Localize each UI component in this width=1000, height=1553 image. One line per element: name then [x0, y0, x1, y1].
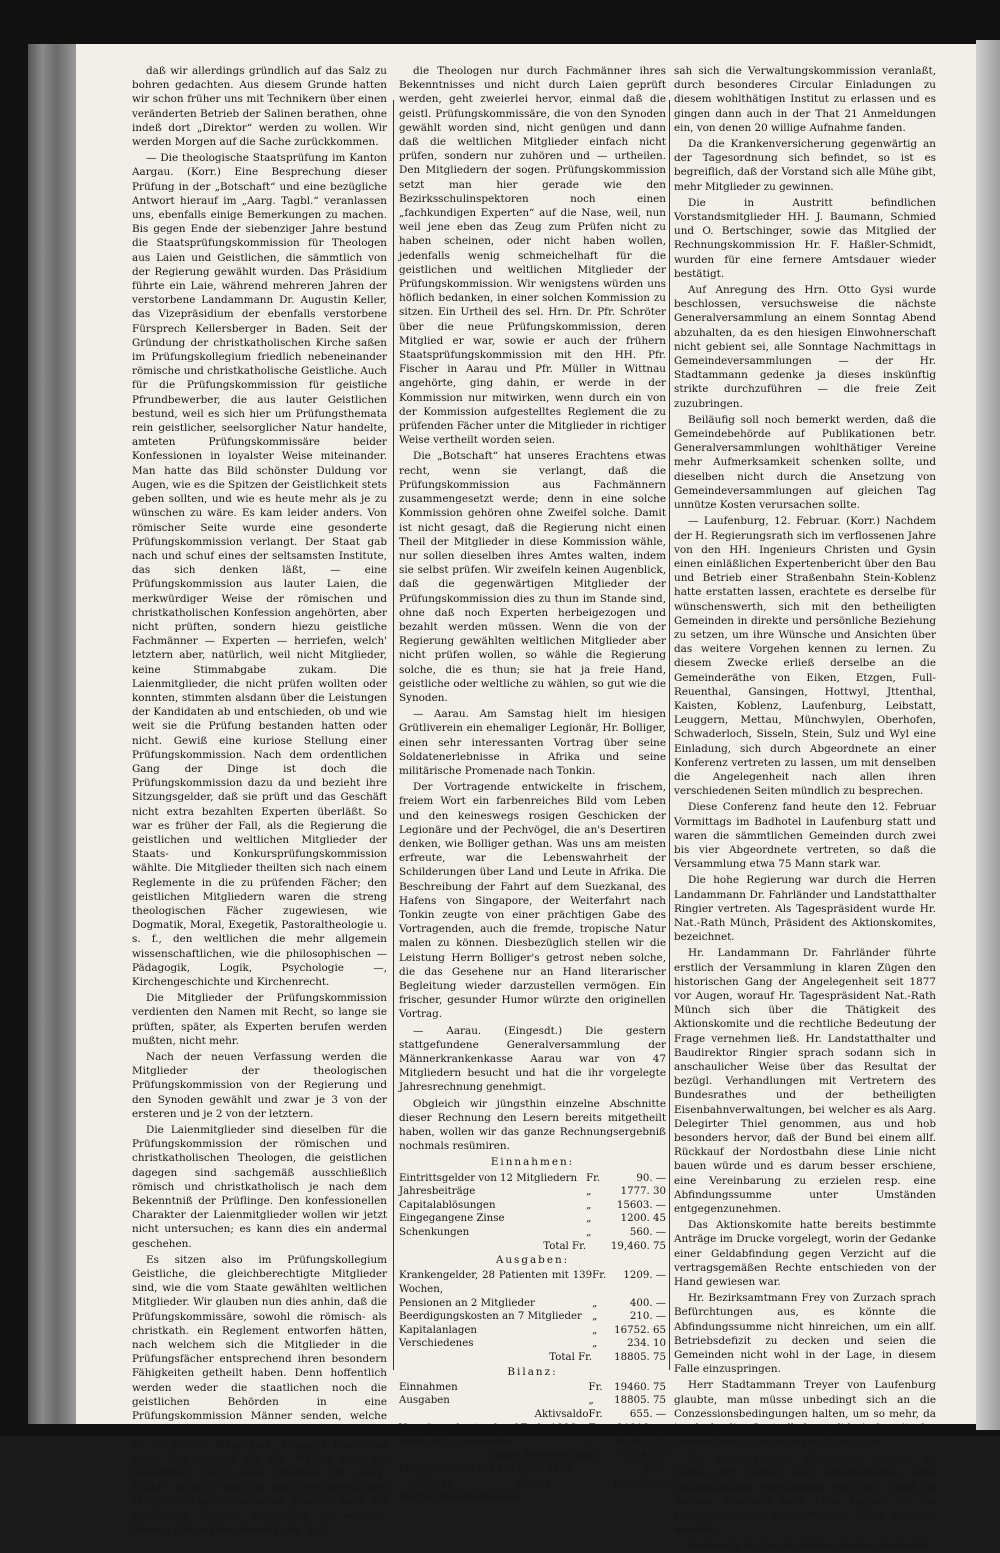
table-row: Kapitalanlagen „ 16752. 65: [399, 1324, 666, 1336]
accounts-heading-balance: Bilanz:: [507, 1365, 558, 1378]
table-row: Jahresbeiträge „ 1777. 30: [399, 1186, 666, 1198]
paragraph: die Theologen nur durch Fachmänner ihres Bekenntnisses und nicht durch Laien geprüft werden, geht zweierlei hervor, einmal daß die geistl. Prüfungskommissäre, die von den Synoden gewählt worden sind, nicht genügen und dann daß die weltlichen Mitglieder einfach nicht prüfen, sondern nur zuhören und — urtheilen. Den Mitgliedern der sogen. Prüfungskommission setzt man hier gerade wie den Bezirksschulinspektoren noch einen „fachkundigen Experten“ auf die Nase, weil, nun weil jene eben das Zeug zum Prüfen nicht zu haben scheinen, oder nicht haben wollen, jedenfalls wenig schmeichelhaft für die geistlichen und weltlichen Mitglieder der Prüfungskommission. Wir wenigstens würden uns höflich bedanken, in einer solchen Kommission zu sitzen. Ein Urtheil des sel. Hrn. Dr. Pfr. Schröter über die neue Prüfungskommission, deren Mitglied er war, sowie er auch der frühern Staatsprüfungskommission mit den HH. Pfr. Fischer in Aarau und Pfr. Müller in Wittnau angehörte, ging dahin, er werde in der Kommission nur mitwirken, wenn durch ein von der Kommission aufgestelltes Reglement die zu prüfenden Fächer unter die Mitglieder in richtiger Weise vertheilt worden seien.: [399, 65, 666, 447]
paragraph: Die Laienmitglieder sind dieselben für die Prüfungskommission der römischen und christkatholischen Theologen, die geistlichen dagegen sind sachgemäß ausschließlich römisch und christkatholisch je nach dem Bekenntniß der Prüflinge. Den konfessionellen Charakter der Laienmitglieder wollen wir jetzt nicht untersuchen; es kann dies ein andermal geschehen.: [132, 1124, 387, 1250]
paragraph: Die Mitglieder der Prüfungskommission verdienten den Namen mit Recht, so lange sie prüften, später, als Experten berufen werden mußten, nicht mehr.: [132, 992, 387, 1047]
paragraph: Herr Stadtammann Treyer von Laufenburg glaubte, man müsse unbedingt sich an die Conzessionsbedingungen halten, um so mehr, da ja doch die Centralbahn solidarisch mit der Nordostbahn zum Baue verpflichtet sei.: [674, 1379, 936, 1449]
table-row: Capitalablösungen „ 15603. —: [399, 1199, 666, 1211]
table-row: Mitgliederbestand auf Ende 1886 220.: [399, 1463, 666, 1475]
column-2: [399, 64, 666, 1504]
paragraph: Hr. Landammann Dr. Fahrländer führte erstlich der Versammlung in klaren Zügen den historischen Gang der Angelegenheit seit 1877 vor Augen, worauf Hr. Tagespräsident Nat.-Rath Münch sich über die Thätigkeit des Aktionskomite und die rechtliche Bedeutung der Frage vernehmen ließ. Hr. Landstatthalter und Baudirektor Ringier sprach sodann sich in anschaulicher Weise über das Resultat der bezügl. Verhandlungen mit Vertretern des Bundesrathes und der betheiligten Eisenbahnverwaltungen, bei welcher es als Aarg. Delegirter Thiel genommen, aus und hob besonders hervor, daß der Bund bei einem allf. Rückkauf der Nordostbahn diese Linie nicht bauen würde und es darum besser erschiene, eine Vereinbarung zu erzielen resp. eine Abfindungssumme unter Umständen entgegenzunehmen.: [674, 947, 936, 1216]
table-total-row: Total Fr. 18805. 75: [549, 1351, 666, 1363]
paragraph: — Aarau. Am Samstag hielt im hiesigen Grütliverein ein ehemaliger Legionär, Hr. Bolliger, einen sehr interessanten Vortrag über seine Soldatenerlebnisse in Afrika und seine militärische Promenade nach Tonkin.: [399, 708, 666, 777]
column-divider: [669, 100, 670, 1370]
balance-table: [399, 1381, 666, 1476]
column-divider: [393, 100, 394, 1370]
paragraph: Diese Conferenz fand heute den 12. Februar Vormittags im Badhotel in Laufenburg statt und waren die sämmtlichen Gemeinden durch zwei bis vier Abgeordnete vertreten, so daß die Versammlung etwa 75 Mann stark war.: [674, 801, 936, 871]
table-row: Einnahmen Fr. 19460. 75: [399, 1381, 666, 1393]
paragraph: Es sitzen also im Prüfungskollegium Geistliche, die gleichberechtigte Mitglieder sind, wie die vom Staate gewählten weltlichen Mitglieder. Wir glauben nun dies anhin, daß die Prüfungskommissäre, sowohl die römisch- als christkath. ein Reglement entworfen hätten, nach welchem sich die Mitglieder in die Prüfungsfächer entsprechend ihren besondern Fähigkeiten getheilt haben. Denn hoffentlich werden weder die staatlichen noch die geistlichen Behörden in eine Prüfungskommission Männer senden, welche ihres Amtes nicht voll und ganz zu walten, das ist zu prüfen fähig sind. Unseres Erachtens wäre dies traurig für die Wähler und die Gewählten. Nach einer Meldung im „Aarg. Tagbl.“ scheint aber zu den zwei geistlichen Mitgliedern der Kommission jeweilen noch ein geistlicher Experte zugezogen zu werden. Daraus und aus der Bemerkung, daß: [132, 1253, 387, 1536]
table-row: Somit Vermehrung Fr. 1134. 95: [491, 1449, 666, 1461]
paragraph: Nochmals legten die beiden Herren Vertreter: [688, 1539, 929, 1552]
paragraph: Zufolge dieses günstigen Rechnungsabschlusses: [399, 1476, 666, 1504]
income-table: [399, 1172, 666, 1254]
paragraph: sah sich die Verwaltungskommission veranlaßt, durch besonderes Circular Einladungen zu diesem wohlthätigen Institut zu erlassen und es gingen dann auch in der That 21 Anmeldungen ein, von denen 20 willige Aufnahme fanden.: [674, 65, 936, 134]
table-row: Eintrittsgelder von 12 Mitgliedern Fr. 90. —: [399, 1172, 666, 1184]
paragraph: Die in Austritt befindlichen Vorstandsmitglieder HH. J. Baumann, Schmied und O. Bertschinger, sowie das Mitglied der Rechnungskommission Hr. F. Haßler-Schmidt, wurden für eine fernere Amtsdauer wieder bestätigt.: [674, 196, 936, 280]
accounts-heading-income: Einnahmen:: [490, 1156, 575, 1169]
table-row: Krankengelder, 28 Patienten mit 139 Wochen, Fr. 1209. —: [399, 1270, 666, 1295]
paragraph: Das Aktionskomite hatte bereits bestimmte Anträge im Drucke vorgelegt, worin der Gedanke einer Geldabfindung gegen Verzicht auf die vertragsgemäßen Rechte entschieden von der Hand gewiesen war.: [674, 1219, 936, 1289]
paragraph: Auf Anregung des Hrn. Otto Gysi wurde beschlossen, versuchsweise die nächste Generalversammlung an einem Sonntag Abend abzuhalten, da es den hiesigen Einwohnerschaft nicht gebient sei, alle Sonntage Nachmittags in Gemeindeversammlungen — der Hr. Stadtammann gedenke ja dieses inskünftig strikte durchzuführen — die freie Zeit zuzubringen.: [674, 284, 936, 410]
paragraph: — Aarau. (Eingesdt.) Die gestern stattgefundene Generalversammlung der Männerkrankenkasse Aarau war von 47 Mitgliedern besucht und hat die ihr vorgelegte Jahresrechnung genehmigt.: [399, 1024, 666, 1094]
paragraph: daß wir allerdings gründlich auf das Salz zu bohren gedachten. Aus diesem Grunde hatten wir schon früher uns mit Technikern über einen veränderten Betrieb der Salinen berathen, ohne indeß dort „Direktor“ werden zu wollen. Wir werden Morgen auf die Sache zurückkommen.: [132, 65, 387, 149]
table-row: Verschiedenes „ 234. 10: [399, 1338, 666, 1350]
book-binding-edge: [28, 44, 76, 1424]
table-row: Schenkungen „ 560. —: [399, 1227, 666, 1239]
paragraph: — Laufenburg, 12. Februar. (Korr.) Nachdem der H. Regierungsrath sich im verflossenen Jahre von den HH. Ingenieurs Christen und Gysin einen einläßlichen Expertenbericht über den Bau und Betrieb einer Straßenbahn Stein-Koblenz hatte erstatten lassen, erachtete es derselbe für wünschenswerth, sich mit den betheiligten Gemeinden in direkte und persönliche Beziehung zu setzen, um ihre Wünsche und Ansichten über das weitere Vorgehen kennen zu lernen. Zu diesem Zwecke erließ derselbe an die Gemeinderäthe von Eiken, Etzgen, Full-Reuenthal, Gansingen, Hottwyl, Jttenthal, Kaisten, Koblenz, Laufenburg, Leibstatt, Leuggern, Mettau, Münchwylen, Oberhofen, Schwaderloch, Sisseln, Stein, Sulz und Wyl eine Einladung, sich durch Abgeordnete an einer Konferenz vertreten zu lassen, um mit denselben die Angelegenheit nach allen ihren verschiedenen Seiten mündlich zu besprechen.: [674, 515, 936, 798]
table-total-row: Total Fr. 19,460. 75: [543, 1240, 666, 1252]
column-1: [132, 64, 387, 1536]
accounts-heading-expenses: Ausgaben:: [495, 1254, 570, 1267]
paragraph: Die hohe Regierung war durch die Herren Landammann Dr. Fahrländer und Landstatthalter Ringier vertreten. Als Tagespräsident wurde Hr. Nat.-Rath Münch, Präsident des Aktionskomites, bezeichnet.: [674, 874, 936, 944]
right-page-edge: [976, 40, 1000, 1430]
table-row: Beerdigungskosten an 7 Mitglieder „ 210. —: [399, 1311, 666, 1323]
paragraph: Beiläufig soll noch bemerkt werden, daß die Gemeindebehörde auf Publikationen betr. Generalversammlungen wohlthätiger Vereine mehr Aufmerksamkeit schenken sollte, und dieselben nicht durch die Ansetzung von Gemeindeversammlungen auf gleichen Tag unnütze Kosten verursachen sollte.: [674, 413, 936, 512]
paragraph: Hr. Kreisingenieur Bruggisser meinte, es könne der Antrag des Aktionskomite, eine Geldabfindung entschieden von der Hand zu weisen, eventuell auch ohne Gefahr für die Landesinteressen moderirt, resp. fallen gelassen werden.: [674, 1452, 936, 1536]
paragraph: Die „Botschaft“ hat unseres Erachtens etwas recht, wenn sie verlangt, daß die Prüfungskommission aus Fachmännern zusammengesetzt werde; denn in eine solche Kommission gehören ohne Zweifel solche. Damit ist nicht gesagt, daß die Regierung nicht einen Theil der Mitglieder in diese Kommission wähle, nur sollen dieselben ihres Amtes walten, indem sie selbst prüfen. Wir zweifeln keinen Augenblick, daß die gegenwärtigen Mitglieder der Prüfungskommission dies zu thun im Stande sind, ohne daß noch Experten herbeigezogen und bezahlt werden müssen. Wenn die von der Regierung gewählten weltlichen Mitglieder aber nicht prüfen wollen, so wähle die Regierung solche, die es thun; sie hat ja freie Hand, geistliche oder weltliche zu wählen, so gut wie die Synoden.: [399, 450, 666, 704]
paragraph: Hr. Bezirksamtmann Frey von Zurzach sprach Befürchtungen aus, es könnte die Abfindungssumme nicht hinreichen, um ein allf. Betriebsdefizit zu decken und seien die Gemeinden nicht wohl in der Lage, in diesem Falle einzuspringen.: [674, 1292, 936, 1376]
table-row: Pensionen an 2 Mitglieder „ 400. —: [399, 1297, 666, 1309]
table-row: Eingegangene Zinse „ 1200. 45: [399, 1213, 666, 1225]
table-row: 1885 betrug dasselbe „ 20783. 05: [399, 1436, 666, 1448]
paragraph: — Die theologische Staatsprüfung im Kanton Aargau. (Korr.) Eine Besprechung dieser Prüfung in der „Botschaft“ und eine bezügliche Antwort hierauf im „Aarg. Tagbl.“ veranlassen uns, ebenfalls einige Bemerkungen zu machen. Bis gegen Ende der siebenziger Jahre bestund die Staatsprüfungskommission für Theologen aus Laien und Geistlichen, die sämmtlich von der Regierung gewählt wurden. Das Präsidium führte ein Laie, während mehreren Jahren der verstorbene Landammann Dr. Augustin Keller, das Vizepräsidium der ebenfalls verstorbene Fürsprech Kellersberger in Baden. Seit der Gründung der christkatholischen Kirche saßen im Prüfungskollegium friedlich nebeneinander römische und christkatholische Geistliche. Auch für die Prüfungskommission für geistliche Pfrundbewerber, die aus lauter Geistlichen bestund, weil es sich hier um Prüfungsthemata rein geistlicher, seelsorglicher Natur handelte, amteten Prüfungskommissäre beider Konfessionen in loyalster Weise miteinander. Man hatte das Bild schönster Duldung vor Augen, wie es die Spitzen der Geistlichkeit stets geben sollten, und wie es heute mehr als je zu wünschen zu wäre. Es kam leider anders. Von römischer Seite wurde eine gesonderte Prüfungskommission verlangt. Der Staat gab nach und schuf eines der seltsamsten Institute, das sich denken läßt, — eine Prüfungskommission aus lauter Laien, die merkwürdiger Weise der römischen und christkatholischen Konfession angehörten, aber nicht prüften, sondern hiezu geistliche Fachmänner — Experten — herriefen, welch' letztern aber, natürlich, weil nicht Mitglieder, keine Stimmabgabe zukam. Die Laienmitglieder, die nicht prüfen wollten oder konnten, stimmten alsdann über die Leistungen der Kandidaten ab und entschieden, ob und wie weit sie die Prüfung bestanden hatten oder nicht. Gewiß eine kuriose Stellung einer Prüfungskommission. Nach dem ordentlichen Gang der Dinge ist doch die Prüfungskommission dazu da und bezieht ihre Sitzungsgelder, daß sie prüft und das Geschäft nicht extra bezahlten Experten überläßt. So war es früher der Fall, als die Regierung die geistlichen und weltlichen Mitglieder der Staats- und Konkursprüfungskommission wählte. Die Mitglieder theilten sich nach einem Reglemente in die zu prüfenden Fächer; den geistlichen Mitgliedern waren die streng theologischen Fächer zugewiesen, wie Dogmatik, Moral, Exegetik, Pastoraltheologie u. s. f., den weltlichen die mehr allgemein wissenschaftlichen, wie die philosophischen — Pädagogik, Logik, Psychologie —, Kirchengeschichte und Kirchenrecht.: [132, 152, 387, 988]
column-3: [674, 64, 936, 1552]
paragraph: Obgleich wir jüngsthin einzelne Abschnitte dieser Rechnung den Lesern bereits mitgetheilt haben, wollen wir das ganze Rechnungsergebniß nochmals resümiren.: [399, 1097, 666, 1153]
table-row: Vermögensbestand auf Ende 1886 Fr. 21918. —: [399, 1422, 666, 1434]
expenses-table: [399, 1269, 666, 1364]
table-row: Aktivsaldo Fr. 655. —: [534, 1408, 666, 1420]
paragraph: Da die Krankenversicherung gegenwärtig an der Tagesordnung sich befindet, so ist es begreiflich, daß der Vorstand sich alle Mühe gibt, mehr Mitglieder zu gewinnen.: [674, 138, 936, 193]
paragraph: Der Vortragende entwickelte in frischem, freiem Wort ein farbenreiches Bild vom Leben und den keineswegs rosigen Geschicken der Legionäre und der Pechvögel, die an's Desertiren denken, wie Bolliger gethan. Was uns am meisten erfreute, war die Lebenswahrheit der Schilderungen über Land und Leute in Afrika. Die Beschreibung der Fahrt auf dem Suezkanal, des Hafens von Singapore, der Weiterfahrt nach Tonkin zeugte von einer prächtigen Gabe des Vortragenden, auch die fremde, tropische Natur malen zu können. Diesbezüglich stellen wir die Leistung Herrn Bolliger's getrost neben solche, die das Gesehene nur an Hand literarischer Begleitung wieder darzustellen vermögen. Ein frischer, gesunder Humor würzte den originellen Vortrag.: [399, 781, 666, 1021]
table-row: Ausgaben „ 18805. 75: [399, 1395, 666, 1407]
paragraph: Nach der neuen Verfassung werden die Mitglieder der theologischen Prüfungskommission von der Regierung und den Synoden gewählt und zwar je 3 von der ersteren und je 2 von der letztern.: [132, 1051, 387, 1120]
